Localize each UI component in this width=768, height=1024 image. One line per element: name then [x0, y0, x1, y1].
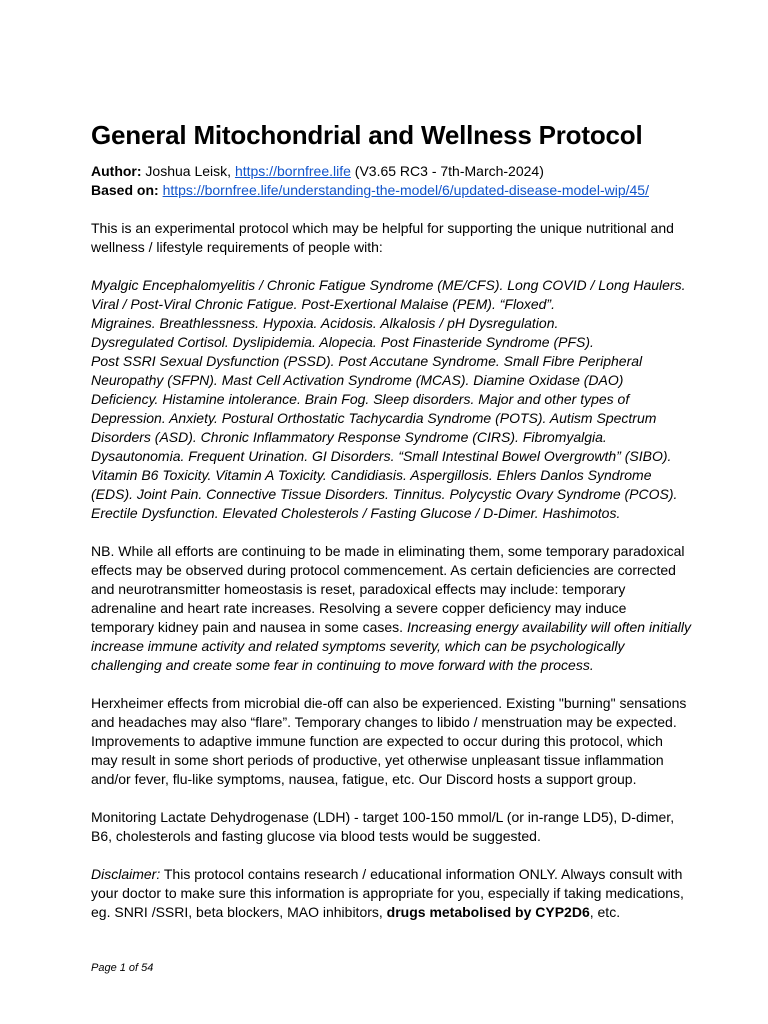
- disclaimer-label: Disclaimer:: [91, 866, 161, 882]
- document-meta: [91, 162, 691, 200]
- author-name: Joshua Leisk,: [141, 163, 235, 179]
- conditions-paragraph: [91, 276, 691, 523]
- disclaimer-end: , etc.: [589, 904, 621, 920]
- disclaimer-text: This protocol contains research / educational information ONLY. Always consult with your doctor to make sure this information is appropriate for you, especially if taking medications, eg. SNRI /SSRI, beta blockers, MAO inhibitors,: [91, 866, 684, 920]
- page-number: Page 1 of 54: [91, 962, 154, 974]
- disclaimer-bold-text: drugs metabolised by CYP2D6: [386, 904, 590, 920]
- conditions-line: Post SSRI Sexual Dysfunction (PSSD). Post Accutane Syndrome. Small Fibre Peripheral Neuropathy (SFPN). Mast Cell Activation Syndrome (MCAS). Diamine Oxidase (DAO) Deficiency. Histamine intolerance. Brain Fog. Sleep disorders. Major and other types of Depression. Anxiety. Postural Orthostatic Tachycardia Syndrome (POTS). Autism Spectrum Disorders (ASD). Chronic Inflammatory Response Syndrome (CIRS). Fibromyalgia. Dysautonomia. Frequent Urination. GI Disorders. “Small Intestinal Bowel Overgrowth” (SIBO). Vitamin B6 Toxicity. Vitamin A Toxicity. Candidiasis. Aspergillosis. Ehlers Danlos Syndrome (EDS). Joint Pain. Connective Tissue Disorders. Tinnitus. Polycystic Ovary Syndrome (PCOS). Erectile Dysfunction. Elevated Cholesterols / Fasting Glucose / D-Dimer. Hashimotos.: [91, 353, 678, 521]
- conditions-line: Viral / Post-Viral Chronic Fatigue. Post-Exertional Malaise (PEM). “Floxed”.: [91, 296, 555, 312]
- author-line: [91, 162, 691, 181]
- page-content: [91, 119, 691, 922]
- author-label: Author:: [91, 163, 142, 179]
- nb-italic-text: Increasing energy availability will often initially increase immune activity and related symptoms severity, which can be psychologically challenging and create some fear in continuing to move forward with the process.: [91, 619, 691, 673]
- author-link[interactable]: https://bornfree.life: [234, 163, 351, 179]
- ldh-paragraph: Monitoring Lactate Dehydrogenase (LDH) - target 100-150 mmol/L (or in-range LD5), D-dimer, B6, cholesterols and fasting glucose via blood tests would be suggested.: [91, 809, 675, 844]
- based-on-line: [91, 181, 691, 200]
- conditions-line: Dysregulated Cortisol. Dyslipidemia. Alopecia. Post Finasteride Syndrome (PFS).: [91, 334, 594, 350]
- conditions-line: Migraines. Breathlessness. Hypoxia. Acidosis. Alkalosis / pH Dysregulation.: [91, 315, 559, 331]
- intro-paragraph: This is an experimental protocol which may be helpful for supporting the unique nutritional and wellness / lifestyle requirements of people with:: [91, 220, 674, 255]
- conditions-line: Myalgic Encephalomyelitis / Chronic Fatigue Syndrome (ME/CFS). Long COVID / Long Haulers.: [91, 277, 686, 293]
- nb-paragraph: [91, 542, 691, 675]
- disclaimer-paragraph: [91, 865, 691, 922]
- based-on-link[interactable]: https://bornfree.life/understanding-the-model/6/updated-disease-model-wip/45/: [162, 182, 649, 198]
- herxheimer-paragraph: Herxheimer effects from microbial die-off can also be experienced. Existing "burning" sensations and headaches may also “flare”. Temporary changes to libido / menstruation may be expected. Improvements to adaptive immune function are expected to occur during this protocol, which may result in some short periods of productive, yet otherwise unpleasant tissue inflammation and/or fever, flu-like symptoms, nausea, fatigue, etc. Our Discord hosts a support group.: [91, 695, 687, 787]
- nb-text: NB. While all efforts are continuing to be made in eliminating them, some temporary paradoxical effects may be observed during protocol commencement. As certain deficiencies are corrected and neurotransmitter homeostasis is reset, paradoxical effects may include: temporary adrenaline and heart rate increases. Resolving a severe copper deficiency may induce temporary kidney pain and nausea in some cases.: [91, 543, 685, 635]
- page-title: General Mitochondrial and Wellness Protocol: [91, 120, 643, 150]
- version-text: (V3.65 RC3 - 7th-March-2024): [350, 163, 544, 179]
- based-on-label: Based on:: [91, 182, 159, 198]
